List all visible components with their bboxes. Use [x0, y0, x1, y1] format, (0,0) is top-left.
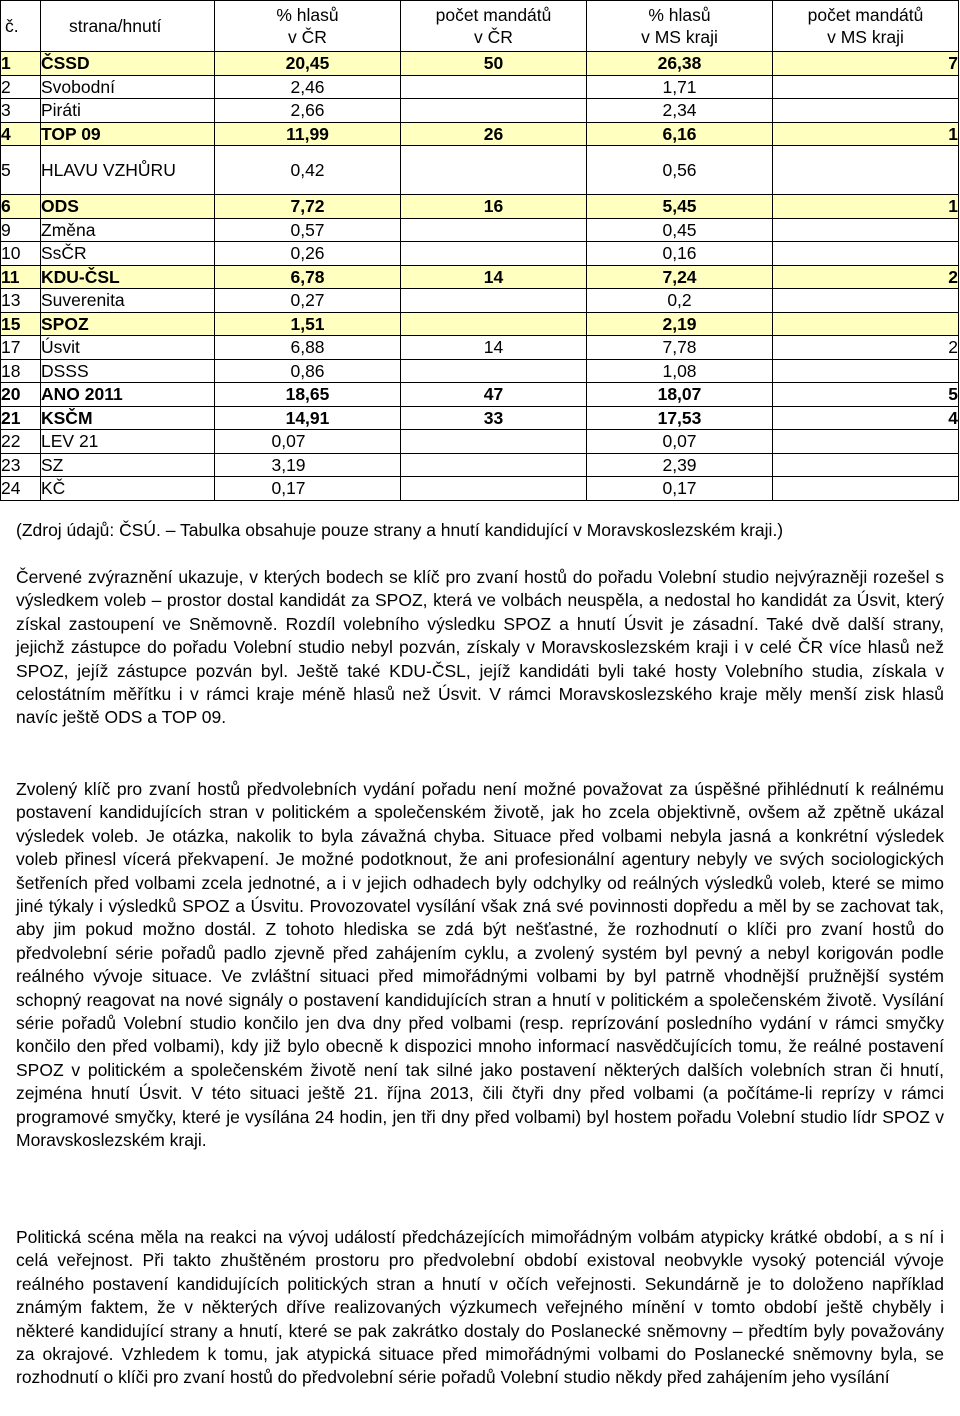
- row-pct-ms: 5,45: [587, 195, 773, 219]
- row-number: 17: [1, 336, 41, 360]
- row-pct-ms: 1,71: [587, 75, 773, 99]
- row-pct-cr: 0,26: [215, 242, 401, 266]
- paragraph-3: Politická scéna měla na reakci na vývoj událostí předcházejících mimořádným volbám atypicky krátké období, a s ní i celá veřejnost. Při takto zhuštěném prostoru pro předvolební období existoval neobvykle vysoký potenciál vývoje reálného postavení kandidujících politických stran a hnutí v očích veřejnosti. Sekundárně je to doloženo například známým faktem, že v některých dříve realizovaných výzkumech veřejného mínění v tomto období ještě chyběly i některé kandidující strany a hnutí, které se pak zakrátko dostaly do Poslanecké sněmovny – předtím byly považovány za okrajové. Vzhledem k tomu, jak atypická situace před mimořádnými volbami do Poslanecké sněmovny byla, se rozhodnutí o klíči pro zvaní hostů do předvolební série pořadů Volební studio někdy před zahájením jeho vysílání: [16, 1227, 944, 1388]
- row-number: 6: [1, 195, 41, 219]
- table-header-row: [1, 1, 959, 52]
- row-pct-ms: 2,19: [587, 312, 773, 336]
- row-seats-ms: [773, 289, 959, 313]
- paragraph-2: Zvolený klíč pro zvaní hostů předvolebních vydání pořadu není možné považovat za úspěšné přihlédnutí k reálnému postavení kandidujících stran v politickém a společenském životě, jak ho zcela objektivně, ovšem až zpětně ukázal výsledek voleb. Je otázka, nakolik to byla závažná chyba. Situace před volbami nebyla jasná a konkrétní výsledek voleb přinesl vícerá překvapení. Je možné podotknout, že ani profesionální agentury nebyly ve svých sociologických šetřeních před volbami zcela jednotné, a i v jejich odhadech byly odchylky od reálných výsledků voleb, které se mimo jiné týkaly i výsledků SPOZ a Úsvitu. Provozovatel vysílání však zná své povinnosti dopředu a měl by se zachovat tak, aby jim pokud možno dostál. Z tohoto hlediska se zdá být nešťastné, že rozhodnutí o klíči pro zvaní hostů do předvolební série pořadů padlo zjevně před zahájením cyklu, a zvolený systém byl pevný a nebyl korigován podle reálného vývoje situace. Ve zvláštní situaci před mimořádnými volbami by byl patrně vhodnější pružnější systém schopný reagovat na nové signály o postavení kandidujících stran a hnutí v politickém a společenském životě. Vysílání série pořadů Volební studio končilo jen dva dny před volbami (resp. reprízování posledního vydání v rámci smyčky končilo den před volbami), kdy již bylo obecně k dispozici mnoho informací nasvědčujících tomu, že reálné postavení SPOZ v politickém a společenském životě není tak silné jako postavení některých dalších volebních stran či hnutí, zejména hnutí Úsvit. V této situaci ještě 21. října 2013, čili čtyři dny před volbami (a počítáme-li reprízy v rámci programové smyčky, které je vysílána 24 hodin, jen tři dny před volbami) byl hostem pořadu Volební studio lídr SPOZ v Moravskoslezském kraji.: [16, 779, 944, 1151]
- row-number: 20: [1, 383, 41, 407]
- table-row: [1, 242, 959, 266]
- table-row: [1, 218, 959, 242]
- row-number: 24: [1, 477, 41, 501]
- row-seats-ms: [773, 146, 959, 195]
- row-seats-ms: 2: [773, 336, 959, 360]
- row-pct-ms: 7,24: [587, 265, 773, 289]
- row-party: DSSS: [41, 359, 215, 383]
- row-pct-ms: 18,07: [587, 383, 773, 407]
- row-pct-ms: 0,56: [587, 146, 773, 195]
- row-party: LEV 21: [41, 430, 215, 454]
- header-pct-ms-line2: v MS kraji: [641, 27, 718, 47]
- header-pct-cr-line1: % hlasů: [276, 5, 339, 25]
- row-pct-ms: 0,07: [587, 430, 773, 454]
- row-pct-cr: 14,91: [215, 406, 401, 430]
- table-row: [1, 406, 959, 430]
- row-number: 4: [1, 122, 41, 146]
- row-seats-cr: 14: [401, 265, 587, 289]
- table-row: [1, 146, 959, 195]
- table-row: [1, 312, 959, 336]
- table-row: [1, 336, 959, 360]
- row-seats-ms: 5: [773, 383, 959, 407]
- row-seats-cr: [401, 99, 587, 123]
- header-pct-cr-line2: v ČR: [288, 27, 327, 47]
- row-pct-ms: 2,39: [587, 453, 773, 477]
- row-seats-ms: [773, 312, 959, 336]
- row-party: Suverenita: [41, 289, 215, 313]
- table-row: [1, 122, 959, 146]
- row-pct-cr: 1,51: [215, 312, 401, 336]
- row-pct-cr: 6,78: [215, 265, 401, 289]
- table-row: [1, 265, 959, 289]
- row-number: 11: [1, 265, 41, 289]
- row-seats-ms: 1: [773, 122, 959, 146]
- paragraph-1: Červené zvýraznění ukazuje, v kterých bodech se klíč pro zvaní hostů do pořadu Volební studio nejvýrazněji rozešel s výsledkem voleb – prostor dostal kandidát za SPOZ, která ve volbách neuspěla, a nedostal ho kandidát za Úsvit, který získal zastoupení ve Sněmovně. Rozdíl volebního výsledku SPOZ a hnutí Úsvit je zásadní. Také dvě další strany, jejichž zástupce do pořadu Volební studio nebyl pozván, získaly v Moravskoslezském kraji i v celé ČR více hlasů než SPOZ, jejíž zástupce pozván byl. Ještě také KDU-ČSL, jejíž kandidáti byli také hosty Volebního studia, získala v celostátním měřítku i v rámci kraje méně hlasů než Úsvit. V rámci Moravskoslezského kraje měly menší zisk hlasů navíc ještě ODS a TOP 09.: [16, 567, 944, 728]
- row-pct-cr: 0,42: [215, 146, 401, 195]
- row-seats-cr: 16: [401, 195, 587, 219]
- row-pct-ms: 1,08: [587, 359, 773, 383]
- table-row: [1, 289, 959, 313]
- row-party: ANO 2011: [41, 383, 215, 407]
- table-row: [1, 383, 959, 407]
- row-party: KDU-ČSL: [41, 265, 215, 289]
- table-row: [1, 52, 959, 76]
- table-row: [1, 75, 959, 99]
- row-number: 18: [1, 359, 41, 383]
- row-seats-cr: [401, 146, 587, 195]
- row-pct-cr: 0,86: [215, 359, 401, 383]
- row-pct-ms: 2,34: [587, 99, 773, 123]
- row-seats-ms: [773, 99, 959, 123]
- row-seats-cr: [401, 453, 587, 477]
- row-seats-cr: 47: [401, 383, 587, 407]
- row-pct-cr: 18,65: [215, 383, 401, 407]
- row-seats-ms: 1: [773, 195, 959, 219]
- row-seats-ms: [773, 453, 959, 477]
- row-number: 10: [1, 242, 41, 266]
- row-party: Změna: [41, 218, 215, 242]
- row-party: HLAVU VZHŮRU: [41, 146, 215, 195]
- row-seats-ms: [773, 359, 959, 383]
- row-seats-ms: [773, 430, 959, 454]
- row-number: 9: [1, 218, 41, 242]
- row-number: 22: [1, 430, 41, 454]
- row-seats-cr: 26: [401, 122, 587, 146]
- header-seats-ms-line1: počet mandátů: [807, 5, 924, 25]
- row-seats-cr: [401, 242, 587, 266]
- row-seats-cr: 50: [401, 52, 587, 76]
- row-number: 3: [1, 99, 41, 123]
- row-party: Úsvit: [41, 336, 215, 360]
- row-seats-ms: [773, 218, 959, 242]
- header-seats-cr-line1: počet mandátů: [435, 5, 552, 25]
- header-seats-cr: [401, 1, 587, 52]
- row-seats-cr: 14: [401, 336, 587, 360]
- election-results-table: [0, 0, 959, 501]
- row-seats-cr: [401, 218, 587, 242]
- row-pct-cr: 7,72: [215, 195, 401, 219]
- row-party: KČ: [41, 477, 215, 501]
- row-seats-ms: 7: [773, 52, 959, 76]
- row-number: 2: [1, 75, 41, 99]
- row-number: 15: [1, 312, 41, 336]
- row-pct-cr: 0,57: [215, 218, 401, 242]
- header-seats-cr-line2: v ČR: [474, 27, 513, 47]
- row-pct-ms: 0,45: [587, 218, 773, 242]
- header-pct-cr: [215, 1, 401, 52]
- row-number: 13: [1, 289, 41, 313]
- row-pct-cr: 6,88: [215, 336, 401, 360]
- row-pct-cr: 0,07: [215, 430, 401, 454]
- table-body: [1, 52, 959, 501]
- table-source-note: (Zdroj údajů: ČSÚ. – Tabulka obsahuje pouze strany a hnutí kandidující v Moravskoslezském kraji.): [16, 520, 784, 540]
- row-party: ODS: [41, 195, 215, 219]
- header-seats-ms: [773, 1, 959, 52]
- row-party: KSČM: [41, 406, 215, 430]
- row-seats-cr: 33: [401, 406, 587, 430]
- row-pct-cr: 20,45: [215, 52, 401, 76]
- row-seats-cr: [401, 75, 587, 99]
- row-pct-cr: 0,27: [215, 289, 401, 313]
- row-pct-ms: 0,2: [587, 289, 773, 313]
- row-number: 21: [1, 406, 41, 430]
- row-pct-cr: 3,19: [215, 453, 401, 477]
- row-number: 5: [1, 146, 41, 195]
- row-seats-cr: [401, 477, 587, 501]
- row-seats-cr: [401, 359, 587, 383]
- header-pct-ms-line1: % hlasů: [648, 5, 711, 25]
- row-seats-cr: [401, 430, 587, 454]
- row-party: TOP 09: [41, 122, 215, 146]
- row-pct-cr: 11,99: [215, 122, 401, 146]
- row-pct-cr: 2,46: [215, 75, 401, 99]
- header-pct-ms: [587, 1, 773, 52]
- row-party: ČSSD: [41, 52, 215, 76]
- row-pct-ms: 6,16: [587, 122, 773, 146]
- row-number: 23: [1, 453, 41, 477]
- row-seats-cr: [401, 312, 587, 336]
- row-party: SZ: [41, 453, 215, 477]
- row-seats-ms: 2: [773, 265, 959, 289]
- row-pct-ms: 17,53: [587, 406, 773, 430]
- row-party: SPOZ: [41, 312, 215, 336]
- row-number: 1: [1, 52, 41, 76]
- table-row: [1, 453, 959, 477]
- row-seats-cr: [401, 289, 587, 313]
- row-pct-cr: 2,66: [215, 99, 401, 123]
- header-seats-ms-line2: v MS kraji: [827, 27, 904, 47]
- row-pct-cr: 0,17: [215, 477, 401, 501]
- row-pct-ms: 0,17: [587, 477, 773, 501]
- row-pct-ms: 26,38: [587, 52, 773, 76]
- row-party: SsČR: [41, 242, 215, 266]
- table-row: [1, 359, 959, 383]
- table-row: [1, 99, 959, 123]
- row-pct-ms: 7,78: [587, 336, 773, 360]
- table-row: [1, 430, 959, 454]
- row-seats-ms: [773, 477, 959, 501]
- header-party: strana/hnutí: [41, 1, 215, 52]
- row-party: Svobodní: [41, 75, 215, 99]
- table-row: [1, 477, 959, 501]
- row-seats-ms: 4: [773, 406, 959, 430]
- table-row: [1, 195, 959, 219]
- row-party: Piráti: [41, 99, 215, 123]
- header-number: č.: [1, 1, 41, 52]
- row-seats-ms: [773, 242, 959, 266]
- row-seats-ms: [773, 75, 959, 99]
- row-pct-ms: 0,16: [587, 242, 773, 266]
